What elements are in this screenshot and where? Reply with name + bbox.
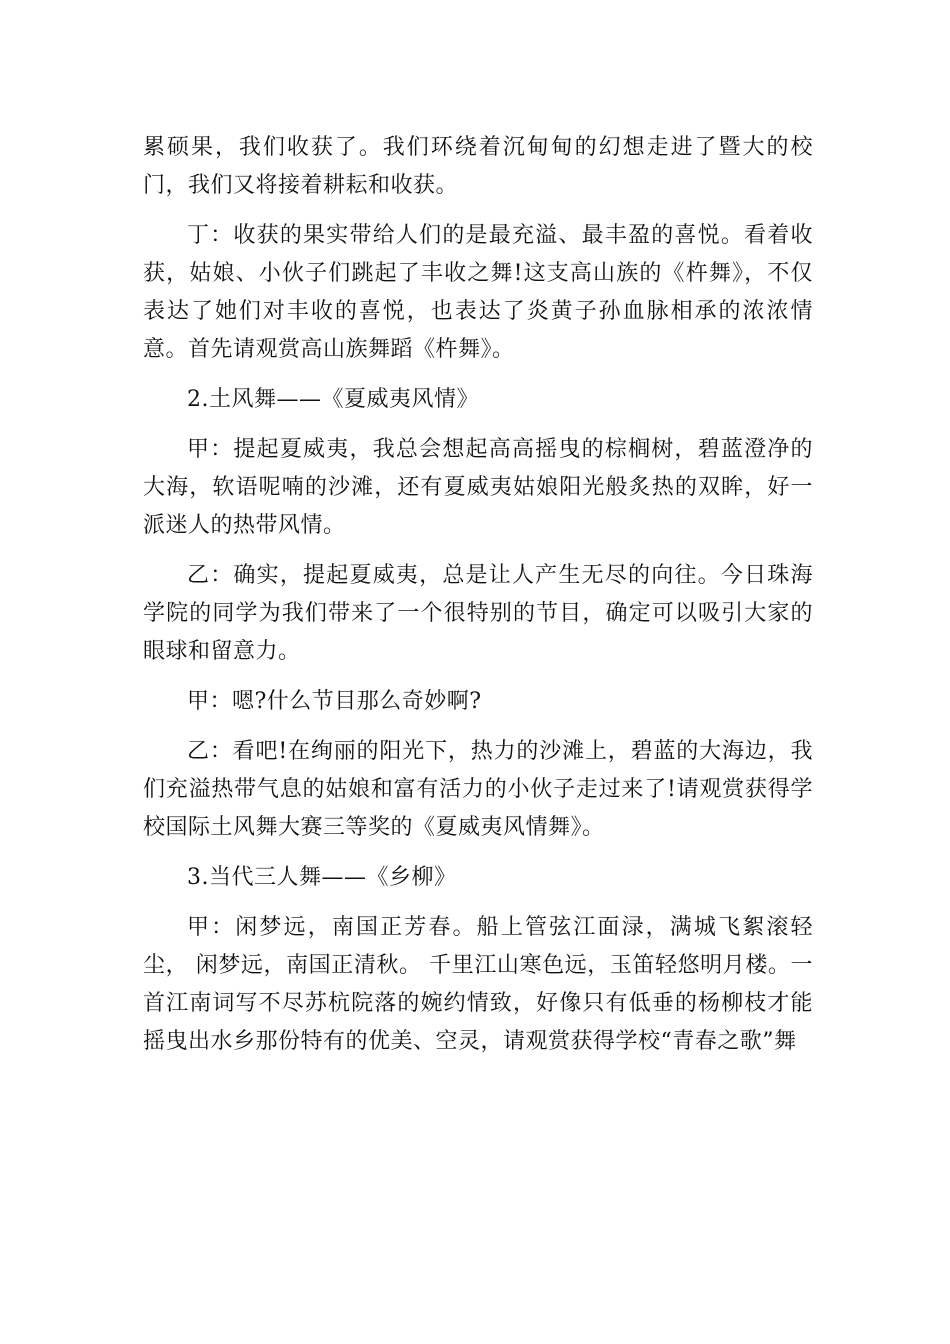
paragraph-1: 累硕果，我们收获了。我们环绕着沉甸甸的幻想走进了暨大的校门，我们又将接着耕耘和收获。 (143, 135, 813, 198)
paragraph-3: 甲：提起夏威夷，我总会想起高高摇曳的棕榈树，碧蓝澄净的大海，软语呢喃的沙滩，还有夏威夷姑娘阳光般炙热的双眸，好一派迷人的热带风情。 (143, 437, 813, 538)
paragraph-7: 甲：闲梦远，南国正芳春。船上管弦江面渌，满城飞絮滚轻尘， 闲梦远，南国正清秋。 千里江山寒色远，玉笛轻悠明月楼。一首江南词写不尽苏杭院落的婉约情致，好像只有低垂的杨柳枝才能摇曳出水乡那份特有的优美、空灵，请观赏获得学校“青春之歌”舞 (143, 915, 813, 1054)
paragraph-2: 丁：收获的果实带给人们的是最充溢、最丰盈的喜悦。看着收获，姑娘、小伙子们跳起了丰收之舞!这支高山族的《杵舞》，不仅表达了她们对丰收的喜悦，也表达了炎黄子孙血脉相承的浓浓情意。首先请观赏高山族舞蹈《杵舞》。 (143, 223, 813, 362)
paragraph-5: 甲：嗯?什么节目那么奇妙啊? (187, 689, 482, 714)
section-heading-3: 3.当代三人舞——《乡柳》 (187, 865, 457, 890)
paragraph-6: 乙：看吧!在绚丽的阳光下，热力的沙滩上，碧蓝的大海边，我们充溢热带气息的姑娘和富有活力的小伙子走过来了!请观赏获得学校国际土风舞大赛三等奖的《夏威夷风情舞》。 (143, 739, 813, 840)
document-body (143, 129, 813, 1073)
paragraph-4: 乙：确实，提起夏威夷，总是让人产生无尽的向往。今日珠海学院的同学为我们带来了一个很特别的节目，确定可以吸引大家的眼球和留意力。 (143, 563, 813, 664)
section-heading-2: 2.土风舞——《夏威夷风情》 (187, 387, 479, 412)
